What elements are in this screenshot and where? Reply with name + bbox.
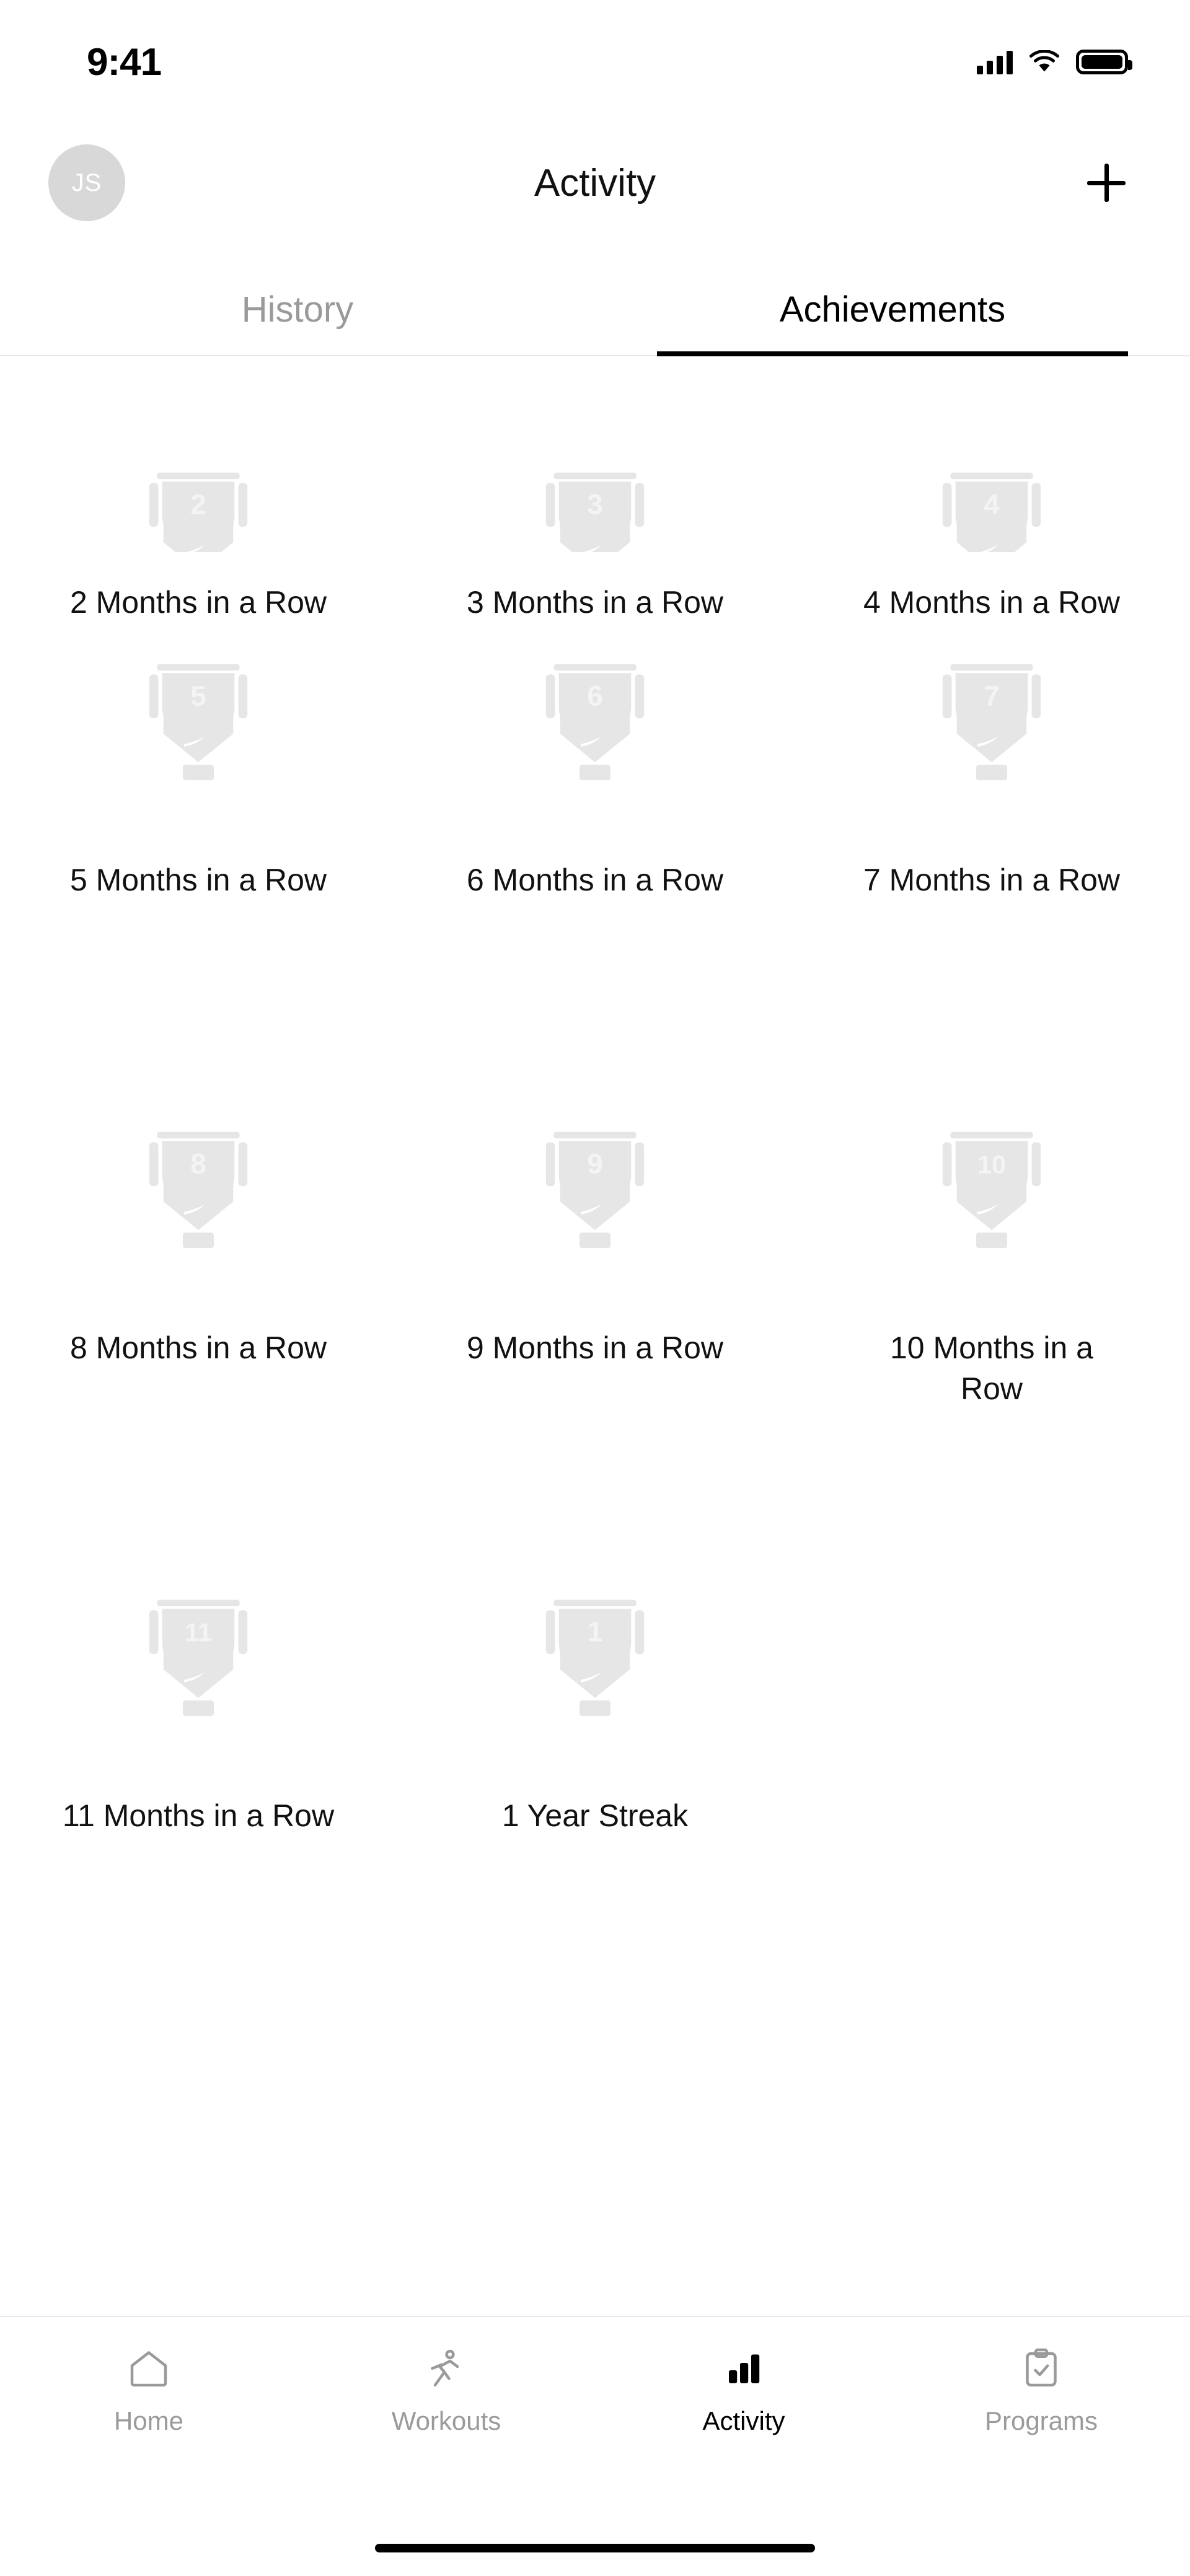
trophy-icon (493, 413, 697, 552)
svg-text:2: 2 (190, 488, 206, 521)
svg-text:5: 5 (190, 680, 206, 712)
achievement-label: 6 Months in a Row (466, 863, 724, 897)
svg-text:10: 10 (977, 1150, 1007, 1179)
trophy-icon (493, 1097, 697, 1301)
svg-text:8: 8 (190, 1148, 206, 1180)
signal-icon (977, 50, 1013, 74)
status-time: 9:41 (87, 40, 162, 84)
achievement-item[interactable] (397, 623, 793, 1091)
svg-text:11: 11 (184, 1617, 213, 1647)
grid-empty-cell (793, 1558, 1190, 2026)
svg-text:7: 7 (984, 680, 1000, 712)
achievement-item[interactable] (397, 356, 793, 623)
nav-item-home[interactable] (0, 2342, 298, 2436)
achievement-item[interactable] (793, 1091, 1190, 1558)
nav-label-home: Home (113, 2406, 184, 2435)
runner-icon (420, 2342, 473, 2395)
bar-chart-icon (717, 2342, 770, 2395)
achievement-item[interactable] (793, 356, 1190, 623)
status-icons (977, 50, 1128, 74)
svg-text:6: 6 (587, 680, 603, 712)
achievements-scroll-area[interactable] (0, 356, 1190, 2316)
home-indicator[interactable] (375, 2544, 815, 2552)
achievement-label: 5 Months in a Row (69, 863, 327, 897)
nav-item-activity[interactable] (595, 2342, 892, 2436)
achievement-item[interactable] (0, 1091, 397, 1558)
avatar[interactable]: JS (48, 144, 125, 221)
nav-item-programs[interactable] (892, 2342, 1190, 2436)
achievement-label: 7 Months in a Row (863, 863, 1121, 897)
nav-bar (0, 124, 1190, 242)
achievement-label: 3 Months in a Row (466, 585, 724, 620)
add-button[interactable] (1072, 149, 1140, 217)
achievement-label: 4 Months in a Row (863, 585, 1121, 620)
achievement-label: 8 Months in a Row (69, 1330, 327, 1365)
svg-text:3: 3 (587, 488, 603, 521)
achievement-label: 10 Months in a Row (890, 1330, 1093, 1406)
achievement-label: 9 Months in a Row (466, 1330, 724, 1365)
achievement-item[interactable] (0, 1558, 397, 2026)
trophy-icon (889, 413, 1094, 552)
trophy-icon (96, 1565, 301, 1769)
battery-icon (1076, 50, 1128, 74)
tab-achievements[interactable]: Achievements (595, 289, 1190, 355)
trophy-icon (96, 629, 301, 833)
segmented-tabs (0, 242, 1190, 356)
status-bar (0, 0, 1190, 124)
nav-label-activity: Activity (702, 2406, 785, 2435)
trophy-icon (889, 1097, 1094, 1301)
home-icon (122, 2342, 175, 2395)
trophy-icon (96, 1097, 301, 1301)
nav-label-programs: Programs (984, 2406, 1098, 2435)
achievements-grid (0, 356, 1190, 2026)
achievement-item[interactable] (0, 356, 397, 623)
trophy-icon (96, 413, 301, 552)
nav-item-workouts[interactable] (298, 2342, 595, 2436)
bottom-nav (0, 2316, 1190, 2520)
achievement-item[interactable] (397, 1091, 793, 1558)
achievement-item[interactable] (397, 1558, 793, 2026)
achievement-label: 2 Months in a Row (69, 585, 327, 620)
trophy-icon (493, 629, 697, 833)
page-title: Activity (534, 161, 656, 204)
trophy-icon (889, 629, 1094, 833)
clipboard-check-icon (1015, 2342, 1068, 2395)
wifi-icon (1029, 50, 1060, 74)
home-indicator-area (0, 2520, 1190, 2576)
svg-text:4: 4 (984, 488, 1000, 521)
achievement-label: 11 Months in a Row (62, 1798, 335, 1833)
achievement-item[interactable] (0, 623, 397, 1091)
nav-label-workouts: Workouts (391, 2406, 501, 2435)
trophy-icon (493, 1565, 697, 1769)
tab-history[interactable]: History (241, 289, 354, 330)
svg-text:1: 1 (587, 1615, 603, 1648)
achievement-item[interactable] (793, 623, 1190, 1091)
svg-text:9: 9 (587, 1148, 603, 1180)
achievement-label: 1 Year Streak (501, 1798, 689, 1833)
